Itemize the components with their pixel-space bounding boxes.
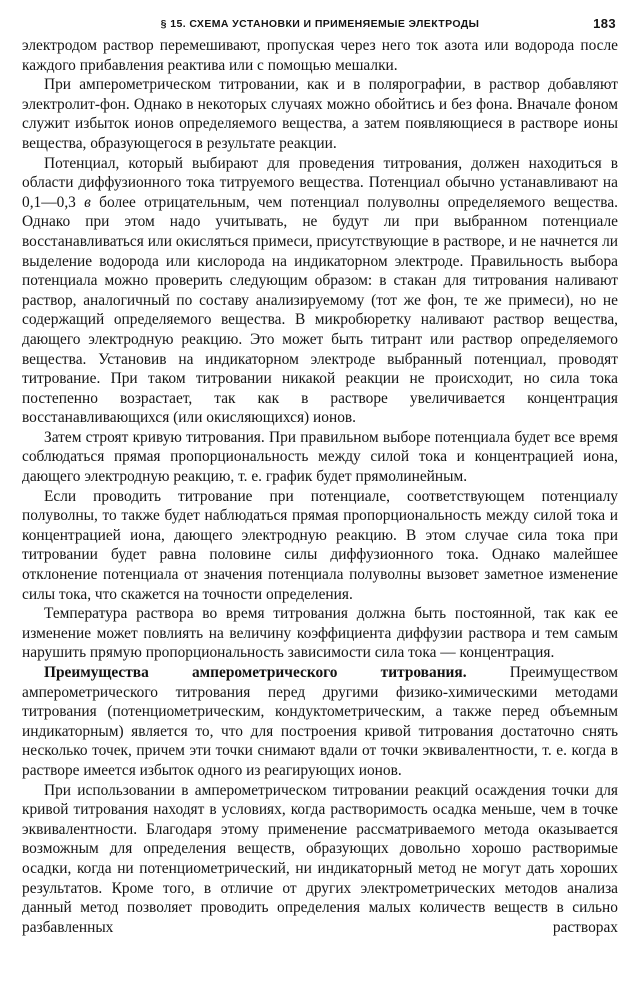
subsection-heading: Преимущества амперометрического титрования.: [44, 664, 467, 681]
book-page: [22, 14, 618, 937]
paragraph-6: Температура раствора во время титрования должна быть постоянной, так как ее изменение может повлиять на величину коэффициента диффузии раствора и тем самым нарушить прямую пропорциональность зависимости сила тока — концентрация.: [22, 605, 618, 662]
paragraph-3: [22, 154, 618, 428]
paragraph-5: Если проводить титрование при потенциале, соответствующем потенциалу полуволны, то также будет наблюдаться прямая пропорциональность между силой тока и концентрацией иона, дающего электродную реакцию. В этом случае сила тока при титровании будет равна половине силы диффузионного тока. Однако малейшее отклонение потенциала от значения потенциала полуволны вызовет заметное изменение силы тока, что скажется на точности определения.: [22, 487, 618, 603]
unit-volt: в: [84, 193, 91, 211]
body-text: [22, 36, 618, 937]
paragraph-2: При амперометрическом титровании, как и в полярографии, в раствор добавляют электролит-фон. Однако в некоторых случаях можно обойтись и без фона. Вначале фоном служит избыток ионов определяемого вещества, а затем появляющиеся в растворе ионы вещества, образующегося в результате реакции.: [22, 76, 618, 152]
paragraph-8: При использовании в амперометрическом титровании реакций осаждения точки для кривой титрования находят в условиях, когда растворимость осадка меньше, чем в точке эквивалентности. Благодаря этому применение рассматриваемого метода оказывается возможным для определения веществ, образующих довольно хорошо растворимые осадки, когда ни потенциометрический, ни индикаторный метод не могут дать хороших результатов. Кроме того, в отличие от других электрометрических методов анализа данный метод позволяет проводить определения малых количеств веществ в сильно разбавленных растворах: [22, 781, 618, 936]
page-number: 183: [593, 16, 616, 31]
section-title: § 15. СХЕМА УСТАНОВКИ И ПРИМЕНЯЕМЫЕ ЭЛЕКТРОДЫ: [160, 18, 480, 30]
paragraph-7-body: Преимуществом амперометрического титрования перед другими физико-химическими методами титрования (потенциометрическим, кондуктометрическим, а также перед объемным индикаторным) является то, что для построения кривой титрования достаточно снять несколько точек, причем эти точки снимают вдали от точки эквивалентности, т. е. когда в растворе имеется избыток одного из реагирующих ионов.: [22, 664, 618, 779]
running-head: [22, 14, 618, 36]
paragraph-4: Затем строят кривую титрования. При правильном выборе потенциала будет все время соблюдаться прямая пропорциональность между силой тока и концентрацией иона, дающего электродную реакцию, т. е. график будет прямолинейным.: [22, 428, 618, 486]
paragraph-3-part-a: Потенциал, который выбирают для проведения титрования, должен находиться в области диффузионного тока титруемого вещества. Потенциал обычно устанавливают на 0,1—0,3: [22, 154, 618, 211]
paragraph-1: электродом раствор перемешивают, пропуская через него ток азота или водорода после каждого прибавления реактива или с помощью мешалки.: [22, 37, 618, 74]
paragraph-7: [22, 663, 618, 781]
paragraph-3-part-b: более отрицательным, чем потенциал полуволны определяемого вещества. Однако при этом надо учитывать, не будут ли при выбранном потенциале восстанавливаться или окисляться примеси, присутствующие в растворе, и не начнется ли выделение водорода или кислорода на индикаторном электроде. Правильность выбора потенциала можно проверить следующим образом: в стакан для титрования наливают раствор, аналогичный по составу анализируемому (тот же фон, те же примеси), но не содержащий определяемого вещества. В микробюретку наливают раствор вещества, дающего электродную реакцию. Это может быть титрант или раствор определяемого вещества. Установив на индикаторном электроде выбранный потенциал, проводят титрование. При таком титровании никакой реакции не происходит, но сила тока постепенно возрастает, так как в растворе увеличивается концентрация восстанавливающихся (или окисляющихся) ионов.: [22, 193, 618, 427]
